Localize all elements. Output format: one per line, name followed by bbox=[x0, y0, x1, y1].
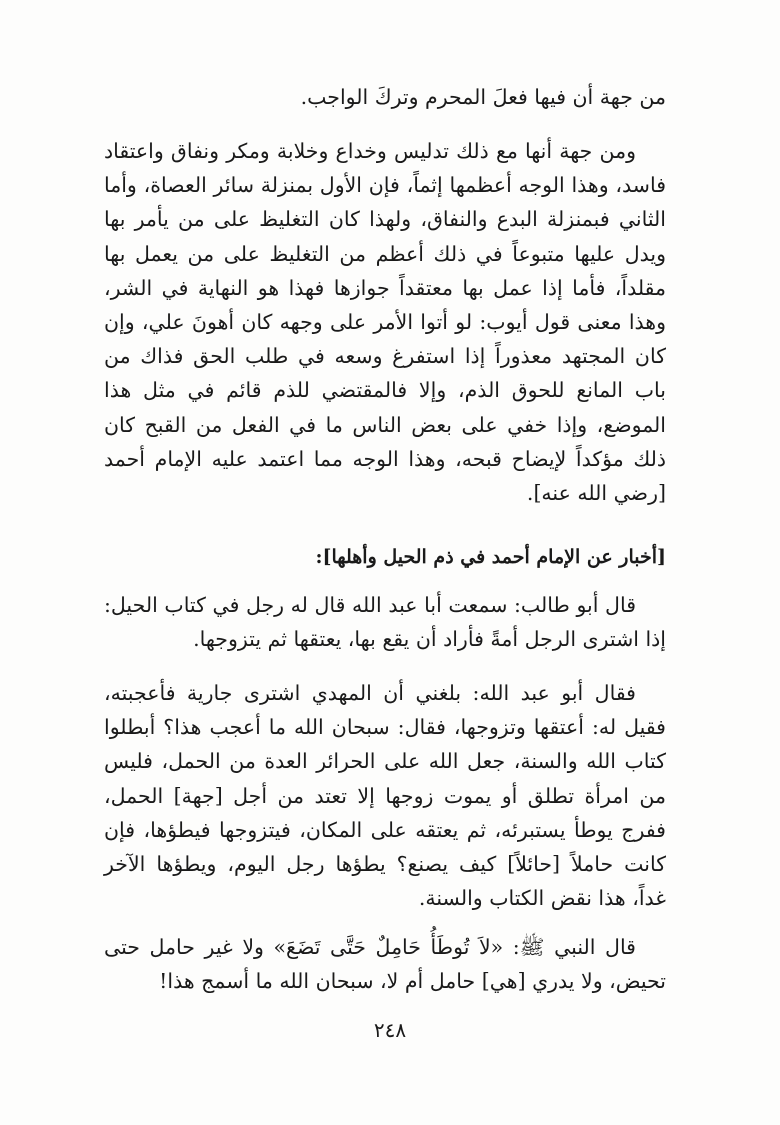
section-heading bbox=[104, 540, 666, 574]
paragraph-hadith bbox=[104, 930, 666, 998]
paragraph-deception bbox=[104, 134, 666, 510]
paragraph-text: ومن جهة أنها مع ذلك تدليس وخداع وخلابة ومكر ونفاق واعتقاد فاسد، وهذا الوجه أعظمها إثماً، فإن الأول بمنزلة سائر العصاة، وأما الثاني فبمنزلة البدع والنفاق، ولهذا كان التغليظ على من يأمر بها ويدل عليها متبوعاً في ذلك أعظم من التغليظ على من يعمل بها مقلداً، فأما إذا عمل بها معتقداً جوازها فهذا هو النهاية في الشر، وهذا معنى قول أيوب: لو أتوا الأمر على وجهه كان أهونَ علي، وإن كان المجتهد معذوراً إذا استفرغ وسعه في طلب الحق فذاك من باب المانع للحوق الذم، وإلا فالمقتضي للذم قائم في مثل هذا الموضع، وإذا خفي على بعض الناس ما في الفعل من القبح كان ذلك مؤكداً لإيضاح قبحه، وهذا الوجه مما اعتمد عليه الإمام أحمد [رضي الله عنه]. bbox=[104, 139, 666, 506]
paragraph-continuation bbox=[104, 80, 666, 114]
paragraph-text: قال النبي ﷺ: «لاَ تُوطَأُ حَامِلٌ حَتَّى تَضَعَ» ولا غير حامل حتى تحيض، ولا يدري [هي] حامل أم لا، سبحان الله ما أسمج هذا! bbox=[104, 935, 666, 994]
paragraph-abu-abdullah bbox=[104, 676, 666, 915]
page-number: ٢٤٨ bbox=[373, 1018, 407, 1042]
paragraph-text: فقال أبو عبد الله: بلغني أن المهدي اشترى جارية فأعجبته، فقيل له: أعتقها وتزوجها، فقال: سبحان الله ما أعجب هذا؟ أبطلوا كتاب الله والسنة، جعل الله على الحرائر العدة من الحمل، فليس من امرأة تطلق أو يموت زوجها إلا تعتد من أجل [جهة] الحمل، ففرج يوطأ يستبرئه، ثم يعتقه على المكان، فيتزوجها فيطؤها، فإن كانت حاملاً [حائلاً] كيف يصنع؟ يطؤها رجل اليوم، ويطؤها الآخر غداً، هذا نقض الكتاب والسنة. bbox=[104, 681, 666, 911]
section-heading-text: [أخبار عن الإمام أحمد في ذم الحيل وأهلها]: bbox=[315, 546, 666, 568]
paragraph-abu-talib bbox=[104, 588, 666, 656]
paragraph-text: من جهة أن فيها فعلَ المحرم وتركَ الواجب. bbox=[300, 85, 666, 109]
paragraph-text: قال أبو طالب: سمعت أبا عبد الله قال له رجل في كتاب الحيل: إذا اشترى الرجل أمةً فأراد أن يقع بها، يعتقها ثم يتزوجها. bbox=[104, 593, 666, 652]
